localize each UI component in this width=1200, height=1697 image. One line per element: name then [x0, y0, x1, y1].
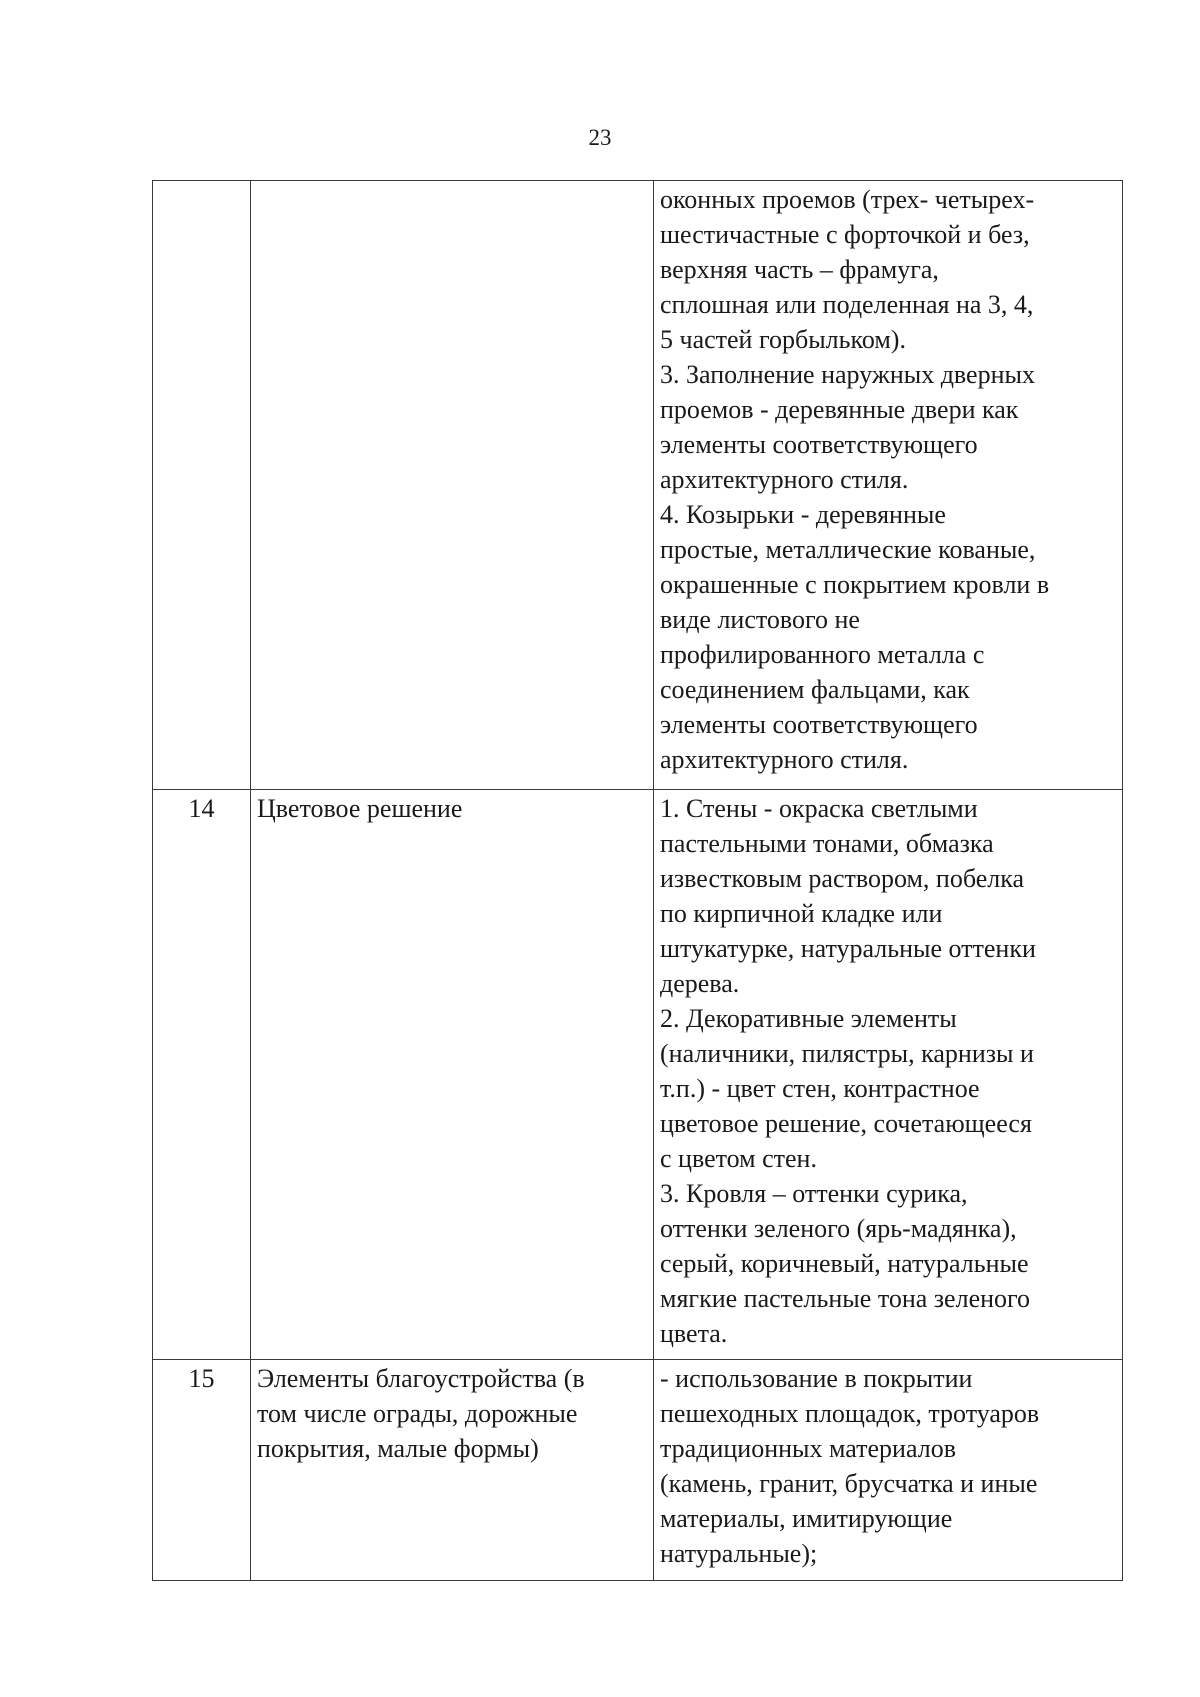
text-line: профилированного металла с	[660, 640, 985, 669]
requirements-cell	[654, 790, 1123, 1360]
page-number: 23	[588, 125, 612, 150]
text-line: по кирпичной кладке или	[660, 899, 943, 928]
text-line: виде листового не	[660, 605, 860, 634]
row-number-cell: 15	[153, 1360, 251, 1581]
text-line: традиционных материалов	[660, 1434, 956, 1463]
text-line: сплошная или поделенная на 3, 4,	[660, 290, 1034, 319]
text-line: простые, металлические кованые,	[660, 535, 1036, 564]
requirements-cell	[654, 1360, 1123, 1581]
text-line: 3. Заполнение наружных дверных	[660, 360, 1035, 389]
text-line: штукатурке, натуральные оттенки	[660, 934, 1036, 963]
table-row	[153, 790, 1123, 1360]
text-line: элементы соответствующего	[660, 430, 978, 459]
text-line: соединением фальцами, как	[660, 675, 970, 704]
text-line: оконных проемов (трех- четырех-	[660, 185, 1035, 214]
text-line: оттенки зеленого (ярь-мадянка),	[660, 1214, 1017, 1243]
text-line: цвета.	[660, 1319, 728, 1348]
text-line: т.п.) - цвет стен, контрастное	[660, 1074, 980, 1103]
text-line: 5 частей горбыльком).	[660, 325, 906, 354]
text-line: Цветовое решение	[257, 794, 463, 823]
table-row	[153, 181, 1123, 790]
requirements-cell	[654, 181, 1123, 790]
table-row	[153, 1360, 1123, 1581]
text-line: 3. Кровля – оттенки сурика,	[660, 1179, 968, 1208]
text-line: - использование в покрытии	[660, 1364, 973, 1393]
element-name-cell	[251, 1360, 654, 1581]
text-line: материалы, имитирующие	[660, 1504, 953, 1533]
element-name-cell	[251, 181, 654, 790]
text-line: (наличники, пилястры, карнизы и	[660, 1039, 1034, 1068]
text-line: 2. Декоративные элементы	[660, 1004, 957, 1033]
text-line: 1. Стены - окраска светлыми	[660, 794, 978, 823]
text-line: Элементы благоустройства (в	[257, 1364, 585, 1393]
text-line: проемов - деревянные двери как	[660, 395, 1019, 424]
text-line: серый, коричневый, натуральные	[660, 1249, 1029, 1278]
text-line: пастельными тонами, обмазка	[660, 829, 994, 858]
requirements-table	[152, 180, 1123, 1581]
text-line: цветовое решение, сочетающееся	[660, 1109, 1032, 1138]
text-line: известковым раствором, побелка	[660, 864, 1024, 893]
row-number-cell	[153, 181, 251, 790]
text-line: архитектурного стиля.	[660, 745, 909, 774]
row-number-cell: 14	[153, 790, 251, 1360]
text-line: окрашенные с покрытием кровли в	[660, 570, 1050, 599]
text-line: 4. Козырьки - деревянные	[660, 500, 946, 529]
text-line: мягкие пастельные тона зеленого	[660, 1284, 1031, 1313]
text-line: с цветом стен.	[660, 1144, 817, 1173]
text-line: натуральные);	[660, 1539, 818, 1568]
text-line: покрытия, малые формы)	[257, 1434, 539, 1463]
text-line: шестичастные с форточкой и без,	[660, 220, 1030, 249]
text-line: архитектурного стиля.	[660, 465, 909, 494]
text-line: пешеходных площадок, тротуаров	[660, 1399, 1040, 1428]
text-line: верхняя часть – фрамуга,	[660, 255, 939, 284]
text-line: том числе ограды, дорожные	[257, 1399, 578, 1428]
text-line: (камень, гранит, брусчатка и иные	[660, 1469, 1038, 1498]
element-name-cell	[251, 790, 654, 1360]
text-line: элементы соответствующего	[660, 710, 978, 739]
text-line: дерева.	[660, 969, 740, 998]
